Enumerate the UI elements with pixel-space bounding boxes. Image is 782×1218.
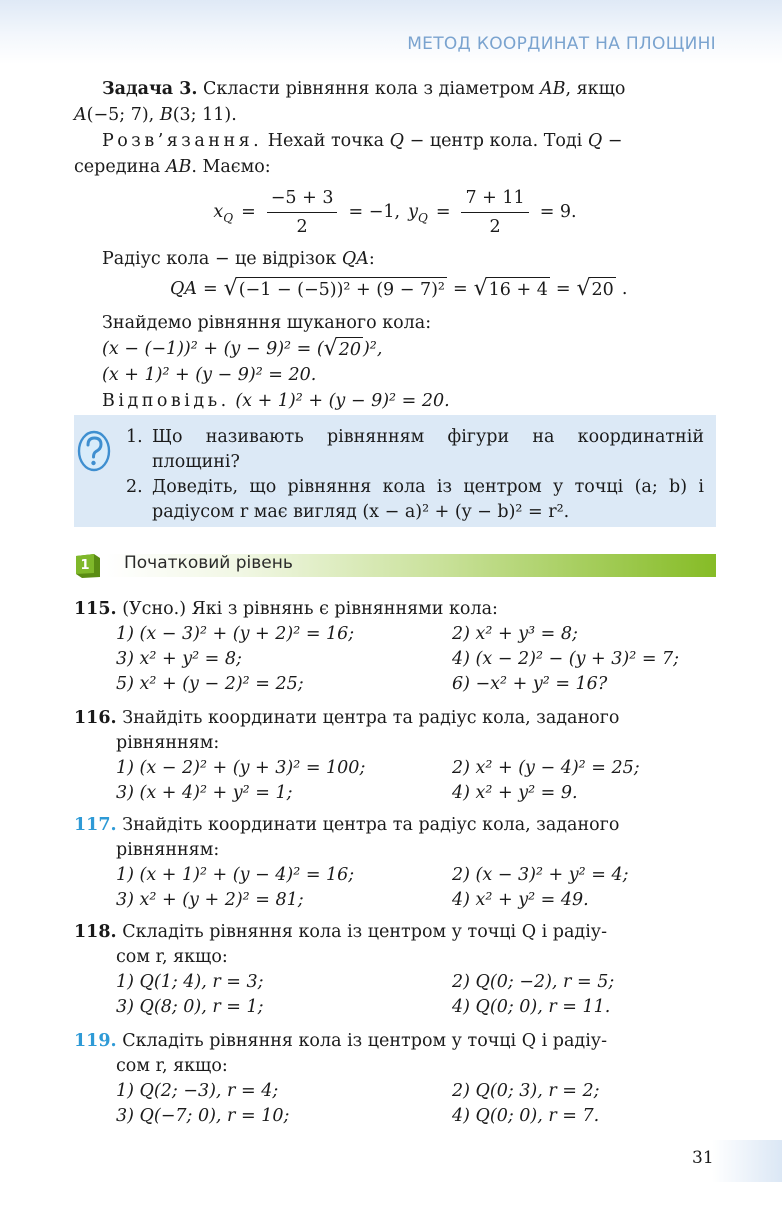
exercise-items (74, 756, 716, 806)
exercise-item: 4) (x − 2)² − (y + 3)² = 7; (452, 649, 680, 669)
solution-intro: Розв’язання. Нехай точка Q − центр кола. Тоді Q − середина AB. Маємо: (74, 131, 623, 177)
exercise-items (74, 863, 716, 913)
exercise-items (74, 622, 716, 697)
exercise-item: 4) Q(0; 0), r = 11. (452, 997, 611, 1017)
qa-formula: QA = √ (−1 − (−5))² + (9 − 7)² = √ 16 + 4 = √ 20 . (170, 275, 628, 301)
exercise-117: 117. Знайдіть координати центра та радіус кола, заданого рівнянням: 1) (x + 1)² + (y − 4)² = 16; 2) (x − 3)² + y² = 4; 3) x² + (y + 2)² = 81; 4) x² + y² = 49. (74, 813, 716, 913)
exercise-115: 115. (Усно.) Які з рівнянь є рівняннями кола: 1) (x − 3)² + (y + 2)² = 16; 2) x² + y³ = 8; 3) x² + y² = 8; 4) (x − 2)² − (y + 3)² = 7; 5) x² + (y − 2)² = 25; 6) −x² + y² = 16? (74, 597, 716, 697)
exercise-item: 5) x² + (y − 2)² = 25; (116, 674, 304, 694)
level-label: Початковий рівень (124, 553, 293, 573)
equation-1: (x − (−1))² + (y − 9)² = ( √ 20 )², (102, 335, 383, 361)
questions-list (126, 425, 704, 525)
level-icon-number: 1 (80, 558, 90, 573)
exercise-item: 4) x² + y² = 9. (452, 783, 578, 803)
answer: Відповідь. (x + 1)² + (y − 9)² = 20. (102, 391, 450, 411)
equation-2: (x + 1)² + (y − 9)² = 20. (102, 365, 317, 385)
exercise-item: 3) Q(8; 0), r = 1; (116, 997, 264, 1017)
exercise-item: 3) (x + 4)² + y² = 1; (116, 783, 293, 803)
exercise-item: 3) Q(−7; 0), r = 10; (116, 1106, 290, 1126)
exercise-item: 4) Q(0; 0), r = 7. (452, 1106, 600, 1126)
sqrt-2: √ 16 + 4 (473, 275, 548, 301)
exercise-119: 119. Складіть рівняння кола із центром у точці Q і радіу- сом r, якщо: 1) Q(2; −3), r = 4; 2) Q(0; 3), r = 2; 3) Q(−7; 0), r = 10; 4) Q(0; 0), r = 7. (74, 1029, 716, 1129)
task-block (74, 76, 716, 414)
page-number: 31 (692, 1148, 714, 1168)
exercise-item: 2) Q(0; 3), r = 2; (452, 1081, 600, 1101)
question-item: 1. Що називають рівнянням фігури на координатній площині? (126, 427, 704, 472)
level-banner (74, 552, 716, 578)
running-header: МЕТОД КООРДИНАТ НА ПЛОЩИНІ (407, 34, 716, 54)
exercise-item: 1) (x − 2)² + (y + 3)² = 100; (116, 758, 366, 778)
exercise-116: 116. Знайдіть координати центра та радіус кола, заданого рівнянням: 1) (x − 2)² + (y + 3)² = 100; 2) x² + (y − 4)² = 25; 3) (x + 4)² + y² = 1; 4) x² + y² = 9. (74, 706, 716, 806)
exercise-items (74, 970, 716, 1020)
question-item: 2. Доведіть, що рівняння кола із центром у точці (a; b) і радіусом r має вигляд (x − a)² + (y − b)² = r². (126, 477, 704, 522)
exercise-item: 1) (x − 3)² + (y + 2)² = 16; (116, 624, 355, 644)
exercise-item: 2) x² + y³ = 8; (452, 624, 578, 644)
exercise-item: 2) Q(0; −2), r = 5; (452, 972, 615, 992)
exercise-item: 4) x² + y² = 49. (452, 890, 589, 910)
find-text: Знайдемо рівняння шуканого кола: (102, 313, 432, 333)
questions-box (74, 415, 716, 527)
solution-label: Розв’язання. (102, 131, 263, 151)
sqrt-1: √ (−1 − (−5))² + (9 − 7)² (223, 275, 445, 301)
level-one-icon (74, 552, 102, 579)
radius-text: Радіус кола − це відрізок QA: (102, 249, 375, 269)
answer-label: Відповідь. (102, 391, 230, 411)
exercise-item: 1) Q(1; 4), r = 3; (116, 972, 264, 992)
task-label: Задача 3. (102, 79, 198, 99)
question-mark-icon (76, 429, 112, 473)
exercise-item: 3) x² + (y + 2)² = 81; (116, 890, 304, 910)
midpoint-formula: $x_Q$ = $\frac{-5 + 3}{2}$ = −1, $y_Q$ = $\frac{7 + 11}{2}$ = 9. (213, 187, 577, 237)
fraction-xq: $\frac{-5 + 3}{2}$ (264, 187, 341, 238)
exercise-item: 2) (x − 3)² + y² = 4; (452, 865, 629, 885)
exercise-items (74, 1079, 716, 1129)
exercise-118: 118. Складіть рівняння кола із центром у точці Q і радіу- сом r, якщо: 1) Q(1; 4), r = 3; 2) Q(0; −2), r = 5; 3) Q(8; 0), r = 1; 4) Q(0; 0), r = 11. (74, 920, 716, 1020)
exercise-item: 1) (x + 1)² + (y − 4)² = 16; (116, 865, 355, 885)
exercise-item: 2) x² + (y − 4)² = 25; (452, 758, 640, 778)
header-band (0, 0, 782, 64)
exercise-item: 1) Q(2; −3), r = 4; (116, 1081, 279, 1101)
exercise-item: 3) x² + y² = 8; (116, 649, 242, 669)
exercise-item: 6) −x² + y² = 16? (452, 674, 608, 694)
sqrt-3: √ 20 (576, 275, 614, 301)
fraction-yq: $\frac{7 + 11}{2}$ (458, 187, 531, 238)
page-corner-band (712, 1140, 782, 1182)
task-statement: Задача 3. Скласти рівняння кола з діаметром AB, якщо A(−5; 7), B(3; 11). (74, 79, 626, 125)
